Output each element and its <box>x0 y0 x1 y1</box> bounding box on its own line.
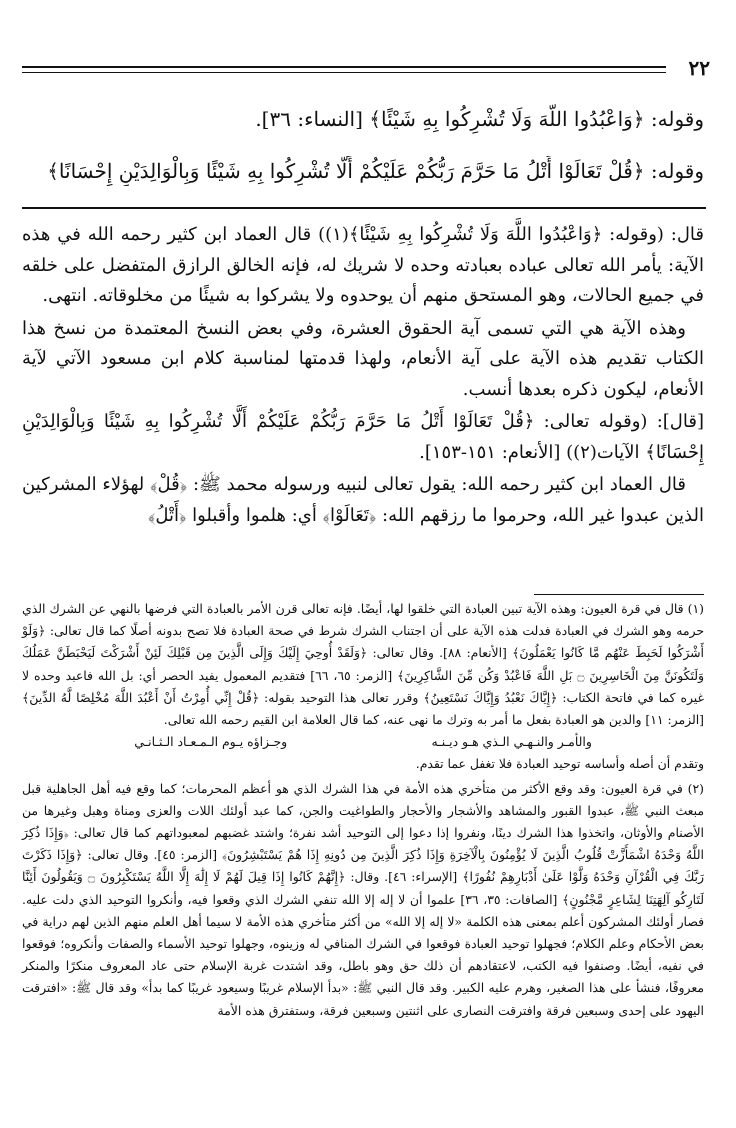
poem-verse <box>22 731 704 753</box>
paragraph: قال: (وقوله: ﴿وَاعْبُدُوا اللَّهَ وَلَا تُشْرِكُوا بِهِ شَيْئًا﴾(١)) قال العماد ابن كثير رحمه الله في هذه الآية: يأمر الله تعالى عباده بعبادته وحده لا شريك له، فإنه الخالق الرازق المتفضل على خلقه في جميع الحالات، وهو المستحق منهم أن يوحدوه ولا يشركوا به شيئًا من مخلوقاته. انتهى. <box>22 224 704 306</box>
footnote-rule <box>534 594 704 595</box>
footnotes <box>22 598 704 1022</box>
quran-verse: ﴿قُلْ تَعَالَوْا أَتْلُ مَا حَرَّمَ رَبُّكُمْ عَلَيْكُمْ أَلَّا تُشْرِكُوا بِهِ شَيْئًا وَبِالْوَالِدَيْنِ إِحْسَانًا﴾ <box>47 159 645 183</box>
paragraph: [قال]: (وقوله تعالى: ﴿قُلْ تَعَالَوْا أَتْلُ مَا حَرَّمَ رَبُّكُمْ عَلَيْكُمْ أَلَّا تُشْرِكُوا بِهِ شَيْئًا وَبِالْوَالِدَيْنِ إِحْسَانًا﴾ الآيات(٢)) [الأنعام: ١٥١-١٥٣]. <box>22 411 704 463</box>
section-rule <box>22 207 706 209</box>
poem-hemistich-left: وجـزاؤه يـوم الـمـعـاد الـثـانـي <box>134 734 288 750</box>
page-number: ٢٢ <box>688 56 710 80</box>
verse-intro: وقوله: <box>650 107 704 131</box>
page-header <box>22 58 714 82</box>
verse-line <box>22 104 704 134</box>
verse-block <box>22 104 704 208</box>
footnote-2: (٢) في قرة العيون: وقد وقع الأكثر من متأخري هذه الأمة في هذا الشرك الذي هو أعظم المحرمات؛ كما وقع فيه أهل الجاهلية قبل مبعث النبي ﷺ، عبدوا القبور والمشاهد والأشجار والأحجار والطواغيت والجن، كما عبد أولئك اللات والعزى ومناة وهبل وغيرها من الأصنام والأوثان، واتخذوا هذا الشرك دينًا، ونفروا إذا دعوا إلى التوحيد أشد نفرة؛ واشتد غضبهم لمعبوداتهم كما قال تعالى: ﴿وَإِذَا ذُكِرَ اللَّهُ وَحْدَهُ اشْمَأَزَّتْ قُلُوبُ الَّذِينَ لَا يُؤْمِنُونَ بِالْآخِرَةِ وَإِذَا ذُكِرَ الَّذِينَ مِن دُونِهِ إِذَا هُمْ يَسْتَبْشِرُونَ﴾ [الزمر: ٤٥]. وقال تعالى: ﴿وَإِذَا ذَكَرْتَ رَبَّكَ فِي الْقُرْآنِ وَحْدَهُ وَلَّوْا عَلَىٰ أَدْبَارِهِمْ نُفُورًا﴾ [الإسراء: ٤٦]. وقال: ﴿إِنَّهُمْ كَانُوا إِذَا قِيلَ لَهُمْ لَا إِلَٰهَ إِلَّا اللَّهُ يَسْتَكْبِرُونَ ۝ وَيَقُولُونَ أَئِنَّا لَتَارِكُو آلِهَتِنَا لِشَاعِرٍ مَّجْنُونٍ﴾ [الصافات: ٣٥، ٣٦] علموا أن لا إله إلا الله تنفي الشرك الذي وقعوا فيه، وأنكروا التوحيد الذي دلت عليه. فصار أولئك المشركون أعلم بمعنى هذه الكلمة «لا إله إلا الله» من أكثر متأخري هذه الأمة لا سيما أهل العلم منهم الذين لهم دراية في بعض الأحكام وعلم الكلام؛ فجهلوا توحيد العبادة فوقعوا في الشرك المنافي له وزينوه، وجهلوا توحيد الأسماء والصفات وأنكروه؛ فوقعوا في نفيه، أيضًا. وصنفوا فيه الكتب، لاعتقادهم أن ذلك حق وهو باطل، وقد اشتدت غربة الإسلام حتى عاد المعروف منكرًا والمنكر معروفًا، فنشأ على هذا الصغير، وهرم عليه الكبير. وقد قال النبي ﷺ: «بدأ الإسلام غريبًا وسيعود غريبًا كما بدأ» وقد قال ﷺ: «افترقت اليهود على إحدى وسبعين فرقة وافترقت النصارى على اثنتين وسبعين فرقة، وستفترق هذه الأمة <box>22 780 704 1018</box>
poem-hemistich-right: والأمـر والنـهـي الـذي هـو ديـنـه <box>431 734 592 750</box>
verse-intro: وقوله: <box>650 159 704 183</box>
verse-line <box>22 156 704 186</box>
footnote-1: (١) قال في قرة العيون: وهذه الآية تبين العبادة التي خلقوا لها، أيضًا. فإنه تعالى قرن الأمر بالعبادة التي فرضها بالنهي عن الشرك الذي حرمه وهو الشرك في العبادة فدلت هذه الآية على أن اجتناب الشرك شرط في صحة العبادة فلا تصح بدونه أصلًا كما قال تعالى: ﴿وَلَوْ أَشْرَكُوا لَحَبِطَ عَنْهُم مَّا كَانُوا يَعْمَلُونَ﴾ [الأنعام: ٨٨]. وقال تعالى: ﴿وَلَقَدْ أُوحِيَ إِلَيْكَ وَإِلَى الَّذِينَ مِن قَبْلِكَ لَئِنْ أَشْرَكْتَ لَيَحْبَطَنَّ عَمَلُكَ وَلَتَكُونَنَّ مِنَ الْخَاسِرِينَ ۝ بَلِ اللَّهَ فَاعْبُدْ وَكُن مِّنَ الشَّاكِرِينَ﴾ [الزمر: ٦٥، ٦٦] فتقديم المعمول يفيد الحصر أي: بل الله فاعبد وحده لا غيره كما في فاتحة الكتاب: ﴿إِيَّاكَ نَعْبُدُ وَإِيَّاكَ نَسْتَعِينُ﴾ وقرر تعالى هذا التوحيد بقوله: ﴿قُلْ إِنِّي أُمِرْتُ أَنْ أَعْبُدَ اللَّهَ مُخْلِصًا لَّهُ الدِّينَ﴾ [الزمر: ١١] والدين هو العبادة بفعل ما أمر به وترك ما نهى عنه، كما قال العلامة ابن القيم رحمه الله تعالى. <box>22 601 704 728</box>
header-rule <box>22 66 666 73</box>
commentary-text <box>22 220 704 533</box>
footnote-1-end: وتقدم أن أصله وأساسه توحيد العبادة فلا تغفل عما تقدم. <box>415 756 704 772</box>
paragraph: وهذه الآية هي التي تسمى آية الحقوق العشرة، وفي بعض النسخ المعتمدة من نسخ هذا الكتاب تقديم هذه الآية على آية الأنعام، ولهذا قدمتها لمناسبة كلام ابن مسعود الآتي لآية الأنعام، ليكون ذكره بعدها أنسب. <box>22 317 704 400</box>
paragraph: قال العماد ابن كثير رحمه الله: يقول تعالى لنبيه ورسوله محمد ﷺ: ﴿قُلْ﴾ لهؤلاء المشركين الذين عبدوا غير الله، وحرموا ما رزقهم الله: ﴿تَعَالَوْا﴾ أي: هلموا وأقبلوا ﴿أَتْلُ﴾ <box>22 474 704 526</box>
quran-verse: ﴿وَاعْبُدُوا اللَّهَ وَلَا تُشْرِكُوا بِهِ شَيْئًا﴾ <box>369 107 645 131</box>
verse-reference: [النساء: ٣٦]. <box>255 107 363 131</box>
